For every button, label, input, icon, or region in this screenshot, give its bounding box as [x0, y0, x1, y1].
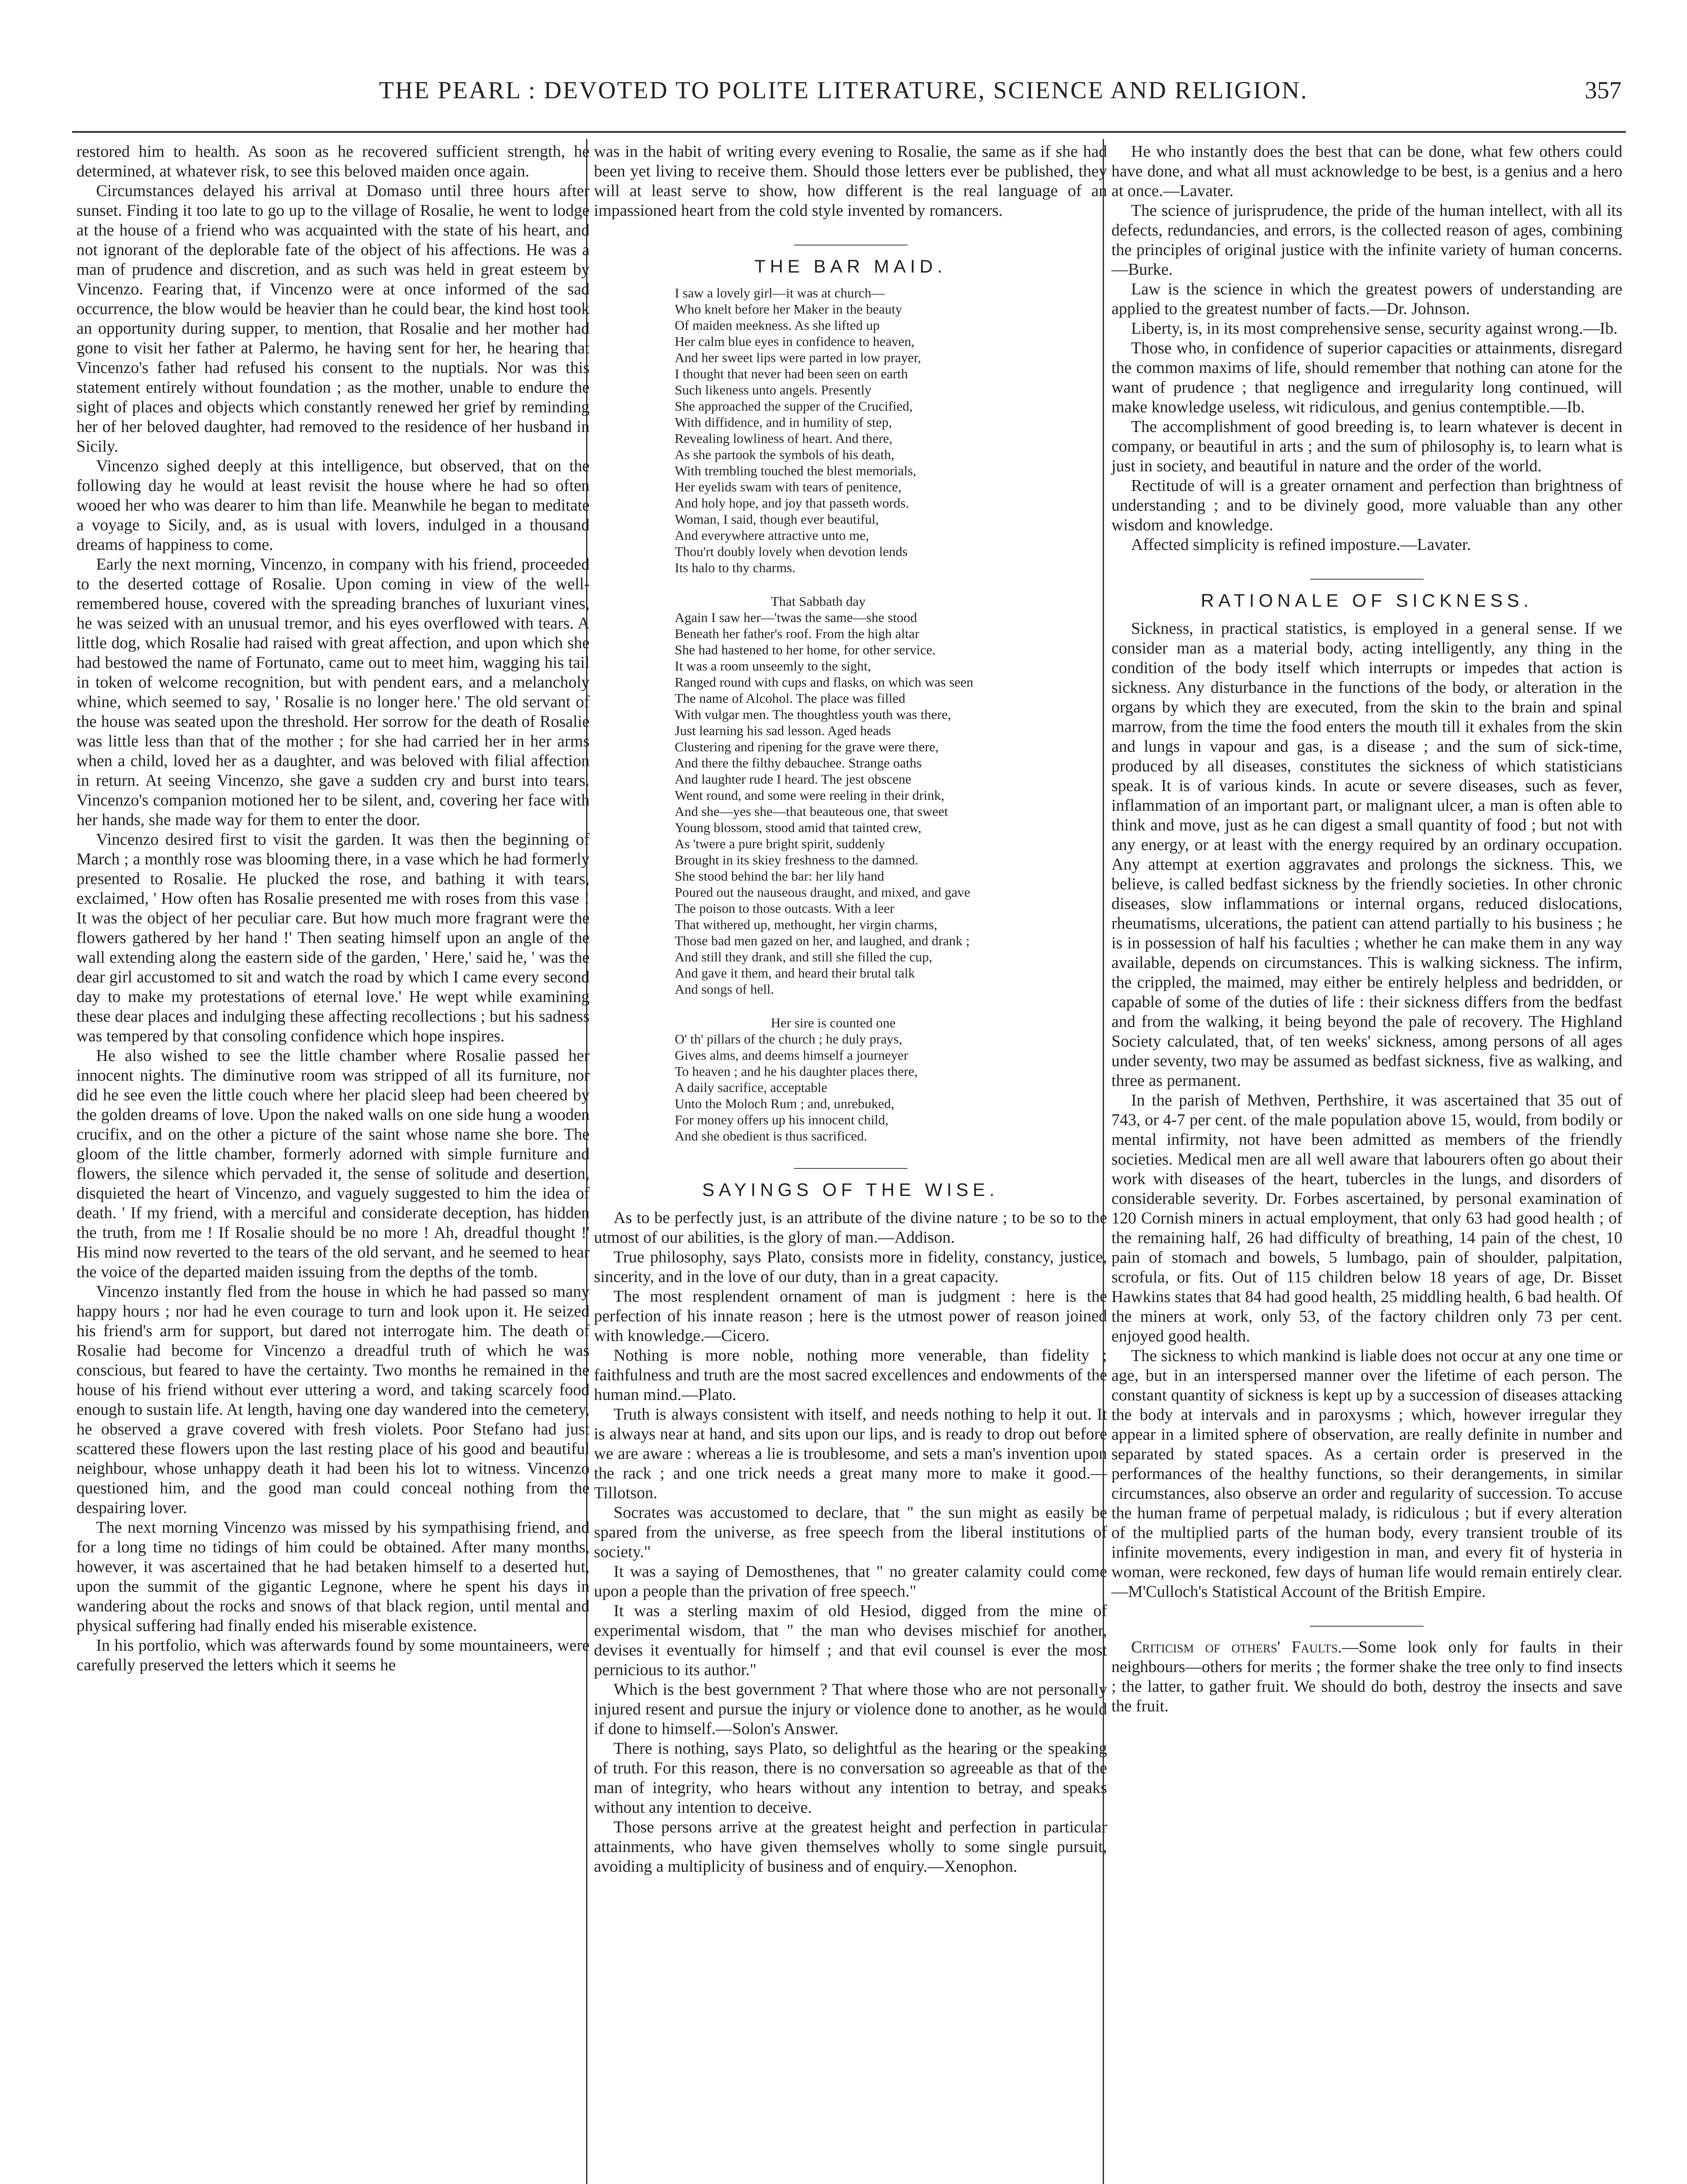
poem-line: As 'twere a pure bright spirit, suddenly: [675, 836, 885, 851]
poem-line: Woman, I said, though ever beautiful,: [675, 511, 879, 527]
section-rule: [794, 1168, 907, 1169]
story-paragraph: Vincenzo sighed deeply at this intelligence, but observed, that on the following day he would at least revisit the house where he had so often wooed her who was dearer to him than life. Meanwhile he began to meditate a voyage to Sicily, and, as is usual with lovers, indulged in a thousand dreams of happiness to come.: [76, 457, 590, 554]
page-number: 357: [1585, 77, 1621, 104]
poem-line: Poured out the nauseous draught, and mixed, and gave: [675, 885, 970, 900]
rationale-paragraph: The sickness to which mankind is liable does not occur at any one time or age, but in an interspersed manner over the lifetime of each person. The constant quantity of sickness is kept up by a succession of diseases attacking the body at intervals and in paroxysms ; which, however irregular they appear in a limited sphere of observation, are really definite in number and separated by stated spaces. As a certain order is preserved in the performances of the healthy functions, so their derangements, in similar circumstances, also observe an order and regularity of succession. To accuse the human frame of perpetual malady, is ridiculous ; but if every alteration of the multiplied parts of the human body, every transient trouble of its infinite movements, every indigestion in man, and every fit of hysteria in woman, were reckoned, few days of human life would remain entirely clear.—M'Culloch's Statistical Account of the British Empire.: [1111, 1347, 1622, 1601]
section-rule: [1310, 1626, 1424, 1627]
poem-line: She had hastened to her home, for other service.: [675, 642, 936, 657]
poem-line: Clustering and ripening for the grave were there,: [675, 739, 939, 754]
poem-line: Its halo to thy charms.: [675, 560, 796, 575]
story-continuation: was in the habit of writing every evening to Rosalie, the same as if she had been yet living to receive them. Should those letters ever be published, they will at least serve to show, how different is the real language of an impassioned heart from the cold style invented by romancers.: [594, 142, 1107, 220]
poem-line: Just learning his sad lesson. Aged heads: [675, 723, 891, 738]
poem-line: It was a room unseemly to the sight,: [675, 658, 871, 674]
poem-line: Those bad men gazed on her, and laughed, and drank ;: [675, 933, 970, 948]
story-paragraph: He also wished to see the little chamber where Rosalie passed her innocent nights. The diminutive room was stripped of all its furniture, nor did he see even the little couch where her placid sleep had been cheered by the golden dreams of love. Upon the naked walls on one side hung a wooden crucifix, and on the other a picture of the saint whose name she bore. The gloom of the little chamber, formerly adorned with simple furniture and flowers, the silence which pervaded it, the sense of solitude and desertion, disquieted the heart of Vincenzo, and vaguely suggested to him the idea of death. ' If my friend, with a merciful and considerate deception, has hidden the truth, from me ! If Rosalie should be no more ! Ah, dreadful thought !' His mind now reverted to the tears of the old servant, and he seemed to hear the voice of the departed maiden issuing from the depths of the tomb.: [76, 1047, 590, 1281]
poem-line: Her calm blue eyes in confidence to heaven,: [675, 334, 915, 349]
poem-bar-maid: [594, 285, 1107, 1144]
column-3: [1111, 142, 1622, 1716]
poem-line: Her sire is counted one: [771, 1015, 896, 1030]
criticism-lead: Criticism of others' Faults.: [1131, 1638, 1342, 1656]
poem-line: And she obedient is thus sacrificed.: [675, 1128, 867, 1144]
maxim-paragraph: He who instantly does the best that can be done, what few others could have done, and what all must acknowledge to be best, is a genius and a hero at once.—Lavater.: [1111, 142, 1622, 200]
poem-line: And everywhere attractive unto me,: [675, 528, 869, 543]
saying-paragraph: There is nothing, says Plato, so delightful as the hearing or the speaking of truth. For this reason, there is no conversation so agreeable as that of the man of integrity, who hears without any intention to betray, and speaks without any intention to deceive.: [594, 1739, 1107, 1817]
poem-line: Unto the Moloch Rum ; and, unrebuked,: [675, 1096, 894, 1111]
poem-line: And her sweet lips were parted in low prayer,: [675, 350, 921, 365]
maxim-paragraph: The accomplishment of good breeding is, to learn whatever is decent in company, or beautiful in arts ; and the sum of philosophy is, to learn what is just in society, and beautiful in nature and the order of the world.: [1111, 418, 1622, 475]
poem-line: Young blossom, stood amid that tainted crew,: [675, 820, 921, 835]
poem-line: Ranged round with cups and flasks, on which was seen: [675, 674, 973, 690]
poem-line: Brought in its skiey freshness to the damned.: [675, 852, 918, 867]
poem-line: With diffidence, and in humility of step,: [675, 415, 892, 430]
column-1: [76, 142, 590, 1675]
poem-line: Revealing lowliness of heart. And there,: [675, 431, 893, 446]
poem-line: And there the filthy debauchee. Strange oaths: [675, 755, 922, 771]
poem-line: Went round, and some were reeling in their drink,: [675, 788, 945, 803]
saying-paragraph: True philosophy, says Plato, consists more in fidelity, constancy, justice, sincerity, and in the love of our duty, than in a great capacity.: [594, 1248, 1107, 1286]
maxim-paragraph: Those who, in confidence of superior capacities or attainments, disregard the common maxims of life, should remember that nothing can atone for the want of prudence ; that negligence and irregularity long continued, will make knowledge useless, wit ridiculous, and genius contemptible.—Ib.: [1111, 339, 1622, 416]
poem-line: I saw a lovely girl—it was at church—: [675, 285, 885, 301]
stanza-gap: [675, 997, 1107, 1015]
sayings-title: SAYINGS OF THE WISE.: [702, 1179, 999, 1200]
saying-paragraph: Those persons arrive at the greatest height and perfection in particular attainments, who have given themselves wholly to some single pursuit, avoiding a multiplicity of business and of enquiry.—Xenophon.: [594, 1818, 1107, 1876]
poem-line: I thought that never had been seen on earth: [675, 366, 908, 381]
poem-line: With vulgar men. The thoughtless youth was there,: [675, 707, 951, 722]
story-paragraph: Early the next morning, Vincenzo, in company with his friend, proceeded to the deserted cottage of Rosalie. Upon coming in view of the well-remembered house, covered with the spreading branches of luxuriant vines, he was seized with an unusual tremor, and his eyes overflowed with tears. A little dog, which Rosalie had raised with great affection, and upon which she had bestowed the name of Fortunato, came out to meet him, wagging his tail in token of welcome recognition, but with pendent ears, and a melancholy whine, which seemed to say, ' Rosalie is no longer here.' The old servant of the house was seated upon the threshold. Her sorrow for the death of Rosalie was little less than that of the mother ; for she had carried her in her arms when a child, loved her as a daughter, and was beloved with filial affection in return. At seeing Vincenzo, she gave a sudden cry and burst into tears. Vincenzo's companion motioned her to be silent, and, covering her face with her hands, she made way for them to enter the door.: [76, 555, 590, 829]
stanza-gap: [675, 576, 1107, 593]
criticism-text: —Some look only for faults in their neighbours—others for merits ; the former shake the tree only to find insects ; the latter, to gather fruit. We should do both, destroy the insects and save the fruit.: [1111, 1638, 1622, 1715]
maxim-paragraph: Law is the science in which the greatest powers of understanding are applied to the greatest number of facts.—Dr. Johnson.: [1111, 280, 1622, 318]
story-paragraph: In his portfolio, which was afterwards found by some mountaineers, were carefully preserved the letters which it seems he: [76, 1636, 590, 1674]
criticism-paragraph: [1111, 1638, 1622, 1716]
story-paragraph: The next morning Vincenzo was missed by his sympathising friend, and for a long time no tidings of him could be obtained. After many months, however, it was ascertained that he had betaken himself to a deserted hut, upon the summit of the gigantic Legnone, where he spent his days in wandering about the rocks and snows of that black region, until mental and physical suffering had finally ended his miserable existence.: [76, 1518, 590, 1635]
poem-line: She stood behind the bar: her lily hand: [675, 868, 884, 884]
poem-line: A daily sacrifice, acceptable: [675, 1080, 828, 1095]
maxim-paragraph: Affected simplicity is refined imposture.—Lavater.: [1131, 536, 1471, 554]
poem-line: Gives alms, and deems himself a journeyer: [675, 1047, 908, 1063]
maxim-paragraph: Rectitude of will is a greater ornament and perfection than brightness of understanding ; and to be divinely good, more valuable than any other wisdom and knowledge.: [1111, 477, 1622, 534]
poem-line: And holy hope, and joy that passeth words.: [675, 495, 909, 511]
saying-paragraph: It was a sterling maxim of old Hesiod, digged from the mine of experimental wisdom, that " the man who devises mischief for another, devises it eventually for himself ; and that evil counsel is ever the most pernicious to its author.": [594, 1602, 1107, 1679]
saying-paragraph: Socrates was accustomed to declare, that " the sun might as easily be spared from the universe, as free speech from the liberal institutions of society.": [594, 1503, 1107, 1561]
poem-line: Who knelt before her Maker in the beauty: [675, 301, 902, 317]
header-rule: [72, 131, 1626, 133]
poem-line: And she—yes she—that beauteous one, that sweet: [675, 804, 948, 819]
poem-line: And gave it them, and heard their brutal talk: [675, 965, 915, 981]
poem-line: With trembling touched the blest memorials,: [675, 463, 917, 478]
poem-line: And songs of hell.: [675, 981, 774, 997]
story-paragraph: Vincenzo desired first to visit the garden. It was then the beginning of March ; a monthly rose was blooming there, in a vase which he had formerly presented to Rosalie. He plucked the rose, and bathing it with tears, exclaimed, ' How often has Rosalie presented me with roses from this vase ! It was the object of her peculiar care. But how much more fragrant were the flowers gathered by her hand !' Then seating himself upon an angle of the wall extending along the eastern side of the garden, ' Here,' said he, ' was the dear girl accustomed to sit and watch the road by which I came every second day to make my protestations of eternal love.' He wept while examining these dear places and indulging these affecting recollections ; but his sadness was tempered by that consoling confidence which hope inspires.: [76, 830, 590, 1045]
poem-line: Thou'rt doubly lovely when devotion lends: [675, 544, 908, 559]
poem-line: Again I saw her—'twas the same—she stood: [675, 610, 917, 625]
saying-paragraph: The most resplendent ornament of man is judgment : here is the perfection of his innate reason ; here is the utmost power of reason joined with knowledge.—Cicero.: [594, 1287, 1107, 1345]
poem-line: O' th' pillars of the church ; he duly prays,: [675, 1031, 902, 1047]
maxim-paragraph: Liberty, is, in its most comprehensive sense, security against wrong.—Ib.: [1131, 319, 1618, 338]
saying-paragraph: As to be perfectly just, is an attribute of the divine nature ; to be so to the utmost of our abilities, is the glory of man.—Addison.: [594, 1209, 1107, 1247]
poem-line: She approached the supper of the Crucified,: [675, 398, 913, 414]
page-header: THE PEARL : DEVOTED TO POLITE LITERATURE, SCIENCE AND RELIGION.: [379, 77, 1308, 104]
rationale-title: RATIONALE OF SICKNESS.: [1201, 590, 1533, 611]
rationale-paragraph: In the parish of Methven, Perthshire, it was ascertained that 35 out of 743, or 4-7 per cent. of the male population above 15, would, from bodily or mental infirmity, not have been admitted as members of the friendly societies. Medical men are all well aware that labourers often go about their work with diseases of the heart, tubercles in the lungs, and disorders of considerable severity. Dr. Forbes ascertained, by personal examination of 120 Cornish miners in actual employment, that only 63 had good health ; of the remaining half, 26 had difficulty of breathing, 14 pain of the chest, 10 pain of stomach and bowels, 5 lumbago, pain of shoulder, palpitation, scrofula, or fits. Out of 115 children below 18 years of age, Dr. Bisset Hawkins states that 84 had good health, 25 middling health, 6 bad health. Of the miners at work, only 53, of the factory children only 73 per cent. enjoyed good health.: [1111, 1091, 1622, 1345]
story-paragraph: restored him to health. As soon as he recovered sufficient strength, he determined, at whatever risk, to see this beloved maiden once again.: [76, 142, 590, 180]
poem-line: For money offers up his innocent child,: [675, 1112, 889, 1127]
rationale-paragraph: Sickness, in practical statistics, is employed in a general sense. If we consider man as a material body, acting intelligently, any thing in the condition of the body itself which interrupts or impedes that action is sickness. Any disturbance in the functions of the body, or alteration in the organs by which they are executed, from the skin to the brain and spinal marrow, from the time the food enters the mouth till it exhales from the skin and lungs in vapour and gas, is a disease ; and the sum of sick-time, produced by all diseases, constitutes the sickness of which statisticians speak. It is of various kinds. In acute or severe diseases, such as fever, inflammation of an important part, or malignant ulcer, a man is often able to think and move, just as he can digest a small quantity of food ; but not with any energy, or at least with the energy required by an ordinary occupation. Any attempt at exertion aggravates and prolongs the sickness. This, we believe, is called bedfast sickness by the friendly societies. In other chronic diseases, slow inflammations or internal organs, reduced dislocations, rheumatisms, ulcerations, the patient can attend partially to his business ; he is in possession of half his faculties ; whether he can make them in any way available, depends on circumstances. This is walking sickness. The infirm, the crippled, the maimed, may either be entirely helpless and bedridden, or capable of some of the duties of life : their sickness differs from the bedfast and from the walking, it being beyond the pale of recovery. The Highland Society calculated, that, of ten weeks' sickness, among persons of all ages under seventy, two may be assumed as bedfast sickness, five as walking, and three as permanent.: [1111, 619, 1622, 1090]
saying-paragraph: It was a saying of Demosthenes, that " no greater calamity could come upon a people than the privation of free speech.": [594, 1562, 1107, 1600]
poem-line: Beneath her father's roof. From the high altar: [675, 626, 919, 641]
poem-line: That withered up, methought, her virgin charms,: [675, 917, 938, 932]
saying-paragraph: Truth is always consistent with itself, and needs nothing to help it out. It is always near at hand, and sits upon our lips, and is ready to drop out before we are aware : whereas a lie is troublesome, and sets a man's invention upon the rack ; and one trick needs a great many more to make it good.—Tillotson.: [594, 1405, 1107, 1502]
poem-line: As she partook the symbols of his death,: [675, 447, 894, 462]
saying-paragraph: Nothing is more noble, nothing more venerable, than fidelity ; faithfulness and truth are the most sacred excellences and endowments of the human mind.—Plato.: [594, 1346, 1107, 1404]
story-paragraph: Circumstances delayed his arrival at Domaso until three hours after sunset. Finding it too late to go up to the village of Rosalie, he went to lodge at the house of a friend who was acquainted with the state of his heart, and not ignorant of the deplorable fate of the object of his affections. He was a man of prudence and discretion, and as such was held in great esteem by Vincenzo. Fearing that, if Vincenzo were at once informed of the sad occurrence, the blow would be heavier than he could bear, the kind host took an opportunity during supper, to mention, that Rosalie and her mother had gone to visit her father at Palermo, he having sent for her, he hearing that Vincenzo's father had refused his consent to the nuptials. Nor was this statement entirely without foundation ; as the mother, unable to endure the sight of places and objects which constantly renewed her grief by reminding her of her beloved daughter, had removed to the residence of her husband in Sicily.: [76, 182, 590, 456]
poem-line: To heaven ; and he his daughter places there,: [675, 1064, 918, 1079]
poem-line: Her eyelids swam with tears of penitence,: [675, 479, 902, 494]
poem-line: And laughter rude I heard. The jest obscene: [675, 771, 911, 787]
poem-line: Of maiden meekness. As she lifted up: [675, 318, 880, 333]
maxim-paragraph: The science of jurisprudence, the pride of the human intellect, with all its defects, redundancies, and errors, is the collected reason of ages, combining the principles of original justice with the infinite variety of human concerns.—Burke.: [1111, 201, 1622, 279]
column-2: [594, 142, 1107, 1876]
poem-line: And still they drank, and still she filled the cup,: [675, 949, 932, 964]
poem-line: The name of Alcohol. The place was filled: [675, 691, 905, 706]
poem-title: THE BAR MAID.: [754, 256, 947, 276]
saying-paragraph: Which is the best government ? That where those who are not personally injured resent and pursue the injury or violence done to another, as he would if done to himself.—Solon's Answer.: [594, 1680, 1107, 1738]
poem-line: Such likeness unto angels. Presently: [675, 382, 872, 397]
story-paragraph: Vincenzo instantly fled from the house in which he had passed so many happy hours ; nor had he even courage to turn and look upon it. He seized his friend's arm for support, but dared not interrogate him. The death of Rosalie had become for Vincenzo a dreadful truth of which he was conscious, but feared to have the certainty. Two months he remained in the house of his friend without ever uttering a word, and taking scarcely food enough to sustain life. At length, having one day wandered into the cemetery, he observed a grave covered with fresh violets. Poor Stefano had just scattered these flowers upon the last resting place of his good and beautiful neighbour, whose unhappy death it had been his lot to witness. Vincenzo questioned him, and the good man could conceal nothing from the despairing lover.: [76, 1282, 590, 1517]
section-rule: [1310, 579, 1424, 580]
poem-line: That Sabbath day: [771, 594, 866, 609]
poem-line: The poison to those outcasts. With a leer: [675, 901, 894, 916]
